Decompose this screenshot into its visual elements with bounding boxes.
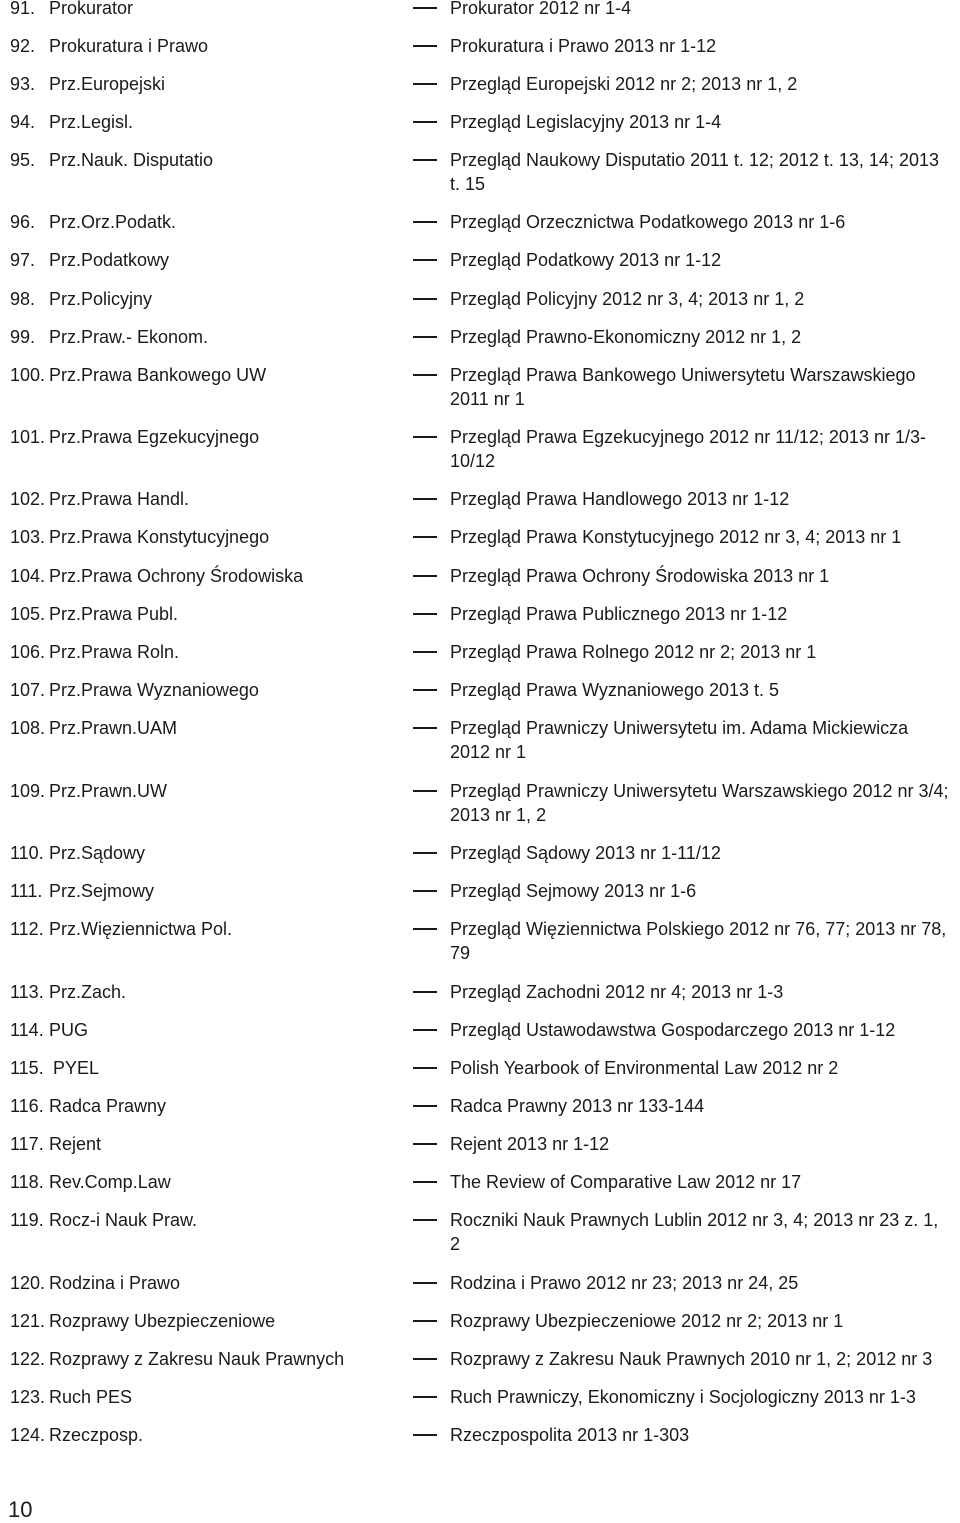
entry-number: 120.	[10, 1273, 46, 1293]
entry-full-title-line: Ruch Prawniczy, Ekonomiczny i Socjologiczny 2013 nr 1-3	[450, 1387, 916, 1407]
entry-full-title-line: Przegląd Podatkowy 2013 nr 1-12	[450, 250, 722, 270]
entry-number: 95.	[10, 150, 36, 170]
entry-abbreviation: Prz.Więziennictwa Pol.	[49, 919, 233, 939]
entry-number: 117.	[10, 1134, 44, 1154]
entry-number: 102.	[10, 489, 46, 509]
entry-number: 107.	[10, 680, 46, 700]
entry-number: 106.	[10, 642, 46, 662]
entry-abbreviation: PYEL	[53, 1058, 100, 1078]
entry-full-title	[450, 1208, 960, 1256]
em-dash-separator	[413, 1320, 437, 1322]
entry-full-title-continuation: 10/12	[450, 451, 496, 471]
entry-full-title	[450, 248, 960, 272]
entry-full-title-line: Rozprawy z Zakresu Nauk Prawnych 2010 nr 1, 2; 2012 nr 3	[450, 1349, 933, 1369]
entry-full-title-line: Przegląd Europejski 2012 nr 2; 2013 nr 1, 2	[450, 74, 798, 94]
entry-number: 94.	[10, 112, 36, 132]
entry-full-title	[450, 879, 960, 903]
entry-number: 108.	[10, 718, 46, 738]
entry-abbreviation: Rodzina i Prawo	[49, 1273, 181, 1293]
entry-full-title	[450, 72, 960, 96]
entry-full-title-line: Prokuratura i Prawo 2013 nr 1-12	[450, 36, 717, 56]
page-number: 10	[8, 1497, 33, 1522]
entry-number: 111.	[10, 881, 43, 901]
entry-full-title-line: Przegląd Sądowy 2013 nr 1-11/12	[450, 843, 721, 863]
entry-abbreviation: Prz.Prawa Publ.	[49, 604, 179, 624]
entry-abbreviation: Prz.Prawa Wyznaniowego	[49, 680, 259, 700]
entry-full-title	[450, 525, 960, 549]
entry-full-title-line: Radca Prawny 2013 nr 133-144	[450, 1096, 705, 1116]
entry-number: 98.	[10, 289, 36, 309]
em-dash-separator	[413, 689, 437, 691]
entry-full-title	[450, 1423, 960, 1447]
entry-abbreviation: Ruch PES	[49, 1387, 133, 1407]
entry-number: 112.	[10, 919, 44, 939]
em-dash-separator	[413, 374, 437, 376]
entry-abbreviation: Prz.Prawa Egzekucyjnego	[49, 427, 260, 447]
em-dash-separator	[413, 1396, 437, 1398]
entry-number: 105.	[10, 604, 46, 624]
entry-number: 109.	[10, 781, 46, 801]
entry-full-title	[450, 34, 960, 58]
em-dash-separator	[413, 790, 437, 792]
entry-full-title	[450, 363, 960, 411]
entry-abbreviation: Rozprawy Ubezpieczeniowe	[49, 1311, 276, 1331]
entry-number: 97.	[10, 250, 36, 270]
entry-number: 121.	[10, 1311, 46, 1331]
entry-full-title-line: Przegląd Prawa Konstytucyjnego 2012 nr 3, 4; 2013 nr 1	[450, 527, 902, 547]
entry-number: 119.	[10, 1210, 44, 1230]
entry-number: 92.	[10, 36, 36, 56]
entry-full-title-line: Rejent 2013 nr 1-12	[450, 1134, 610, 1154]
entry-number: 123.	[10, 1387, 46, 1407]
entry-full-title-continuation: t. 15	[450, 174, 486, 194]
entry-full-title	[450, 841, 960, 865]
entry-full-title-line: Roczniki Nauk Prawnych Lublin 2012 nr 3, 4; 2013 nr 23 z. 1,	[450, 1210, 939, 1230]
entry-full-title	[450, 210, 960, 234]
entry-abbreviation: Prokuratura i Prawo	[49, 36, 209, 56]
em-dash-separator	[413, 1143, 437, 1145]
entry-full-title-line: Rozprawy Ubezpieczeniowe 2012 nr 2; 2013 nr 1	[450, 1311, 844, 1331]
entry-full-title	[450, 564, 960, 588]
entry-abbreviation: Prz.Prawa Ochrony Środowiska	[49, 566, 304, 586]
entry-full-title-line: Prokurator 2012 nr 1-4	[450, 0, 632, 18]
entry-full-title	[450, 287, 960, 311]
entry-full-title-line: The Review of Comparative Law 2012 nr 17	[450, 1172, 802, 1192]
em-dash-separator	[413, 536, 437, 538]
em-dash-separator	[413, 1181, 437, 1183]
entry-full-title-line: Przegląd Legislacyjny 2013 nr 1-4	[450, 112, 722, 132]
entry-full-title-line: Przegląd Prawa Wyznaniowego 2013 t. 5	[450, 680, 780, 700]
em-dash-separator	[413, 159, 437, 161]
entry-full-title-continuation: 2	[450, 1234, 461, 1254]
entry-abbreviation: Rejent	[49, 1134, 102, 1154]
entry-full-title-line: Przegląd Prawa Ochrony Środowiska 2013 nr 1	[450, 566, 830, 586]
em-dash-separator	[413, 436, 437, 438]
em-dash-separator	[413, 651, 437, 653]
em-dash-separator	[413, 259, 437, 261]
em-dash-separator	[413, 1105, 437, 1107]
em-dash-separator	[413, 1029, 437, 1031]
entry-full-title	[450, 716, 960, 764]
entry-full-title	[450, 1132, 960, 1156]
entry-abbreviation: Radca Prawny	[49, 1096, 167, 1116]
entry-full-title	[450, 1170, 960, 1194]
entry-full-title-line: Rodzina i Prawo 2012 nr 23; 2013 nr 24, 25	[450, 1273, 799, 1293]
entry-number: 99.	[10, 327, 36, 347]
em-dash-separator	[413, 727, 437, 729]
entry-full-title	[450, 425, 960, 473]
entry-number: 104.	[10, 566, 46, 586]
entry-abbreviation: Rev.Comp.Law	[49, 1172, 171, 1192]
entry-full-title	[450, 1309, 960, 1333]
entry-abbreviation: Prz.Policyjny	[49, 289, 153, 309]
entry-abbreviation: Prz.Nauk. Disputatio	[49, 150, 214, 170]
entry-number: 113.	[10, 982, 44, 1002]
entry-number: 101.	[10, 427, 46, 447]
em-dash-separator	[413, 83, 437, 85]
entry-full-title-line: Przegląd Więziennictwa Polskiego 2012 nr 76, 77; 2013 nr 78,	[450, 919, 947, 939]
entry-number: 100.	[10, 365, 46, 385]
entry-full-title	[450, 325, 960, 349]
em-dash-separator	[413, 852, 437, 854]
em-dash-separator	[413, 221, 437, 223]
entry-full-title	[450, 148, 960, 196]
entry-number: 110.	[10, 843, 44, 863]
entry-abbreviation: Prz.Sejmowy	[49, 881, 155, 901]
entry-number: 93.	[10, 74, 36, 94]
entry-full-title	[450, 980, 960, 1004]
entry-abbreviation: Prz.Sądowy	[49, 843, 146, 863]
entry-number: 114.	[10, 1020, 44, 1040]
em-dash-separator	[413, 498, 437, 500]
entry-abbreviation: Rozprawy z Zakresu Nauk Prawnych	[49, 1349, 345, 1369]
em-dash-separator	[413, 928, 437, 930]
entry-full-title	[450, 1385, 960, 1409]
entry-full-title-line: Przegląd Prawa Publicznego 2013 nr 1-12	[450, 604, 788, 624]
entry-full-title-continuation: 2012 nr 1	[450, 742, 527, 762]
entry-abbreviation: Prz.Prawa Handl.	[49, 489, 190, 509]
entry-full-title-line: Przegląd Orzecznictwa Podatkowego 2013 nr 1-6	[450, 212, 846, 232]
em-dash-separator	[413, 1358, 437, 1360]
em-dash-separator	[413, 45, 437, 47]
entry-abbreviation: Rocz-i Nauk Praw.	[49, 1210, 198, 1230]
em-dash-separator	[413, 1219, 437, 1221]
entry-full-title-line: Przegląd Prawa Rolnego 2012 nr 2; 2013 nr 1	[450, 642, 817, 662]
entry-full-title	[450, 779, 960, 827]
entry-abbreviation: Prz.Orz.Podatk.	[49, 212, 177, 232]
entry-abbreviation: Prz.Praw.- Ekonom.	[49, 327, 209, 347]
entry-full-title	[450, 487, 960, 511]
entry-full-title	[450, 1271, 960, 1295]
em-dash-separator	[413, 890, 437, 892]
entry-full-title-line: Przegląd Ustawodawstwa Gospodarczego 2013 nr 1-12	[450, 1020, 896, 1040]
entry-full-title-continuation: 79	[450, 943, 471, 963]
entry-abbreviation: Prz.Prawn.UW	[49, 781, 168, 801]
em-dash-separator	[413, 7, 437, 9]
entry-full-title-line: Przegląd Prawno-Ekonomiczny 2012 nr 1, 2	[450, 327, 802, 347]
entry-abbreviation: Prz.Podatkowy	[49, 250, 170, 270]
em-dash-separator	[413, 298, 437, 300]
entry-number: 122.	[10, 1349, 46, 1369]
entry-full-title-line: Rzeczpospolita 2013 nr 1-303	[450, 1425, 690, 1445]
entry-full-title-line: Polish Yearbook of Environmental Law 2012 nr 2	[450, 1058, 839, 1078]
entry-abbreviation: Prz.Zach.	[49, 982, 127, 1002]
entry-abbreviation: Prz.Prawa Konstytucyjnego	[49, 527, 270, 547]
entry-number: 124.	[10, 1425, 46, 1445]
entry-abbreviation: Prz.Prawa Roln.	[49, 642, 180, 662]
entry-number: 103.	[10, 527, 46, 547]
entry-number: 91.	[10, 0, 36, 18]
entry-full-title-continuation: 2011 nr 1	[450, 389, 525, 409]
em-dash-separator	[413, 991, 437, 993]
em-dash-separator	[413, 575, 437, 577]
entry-full-title-line: Przegląd Sejmowy 2013 nr 1-6	[450, 881, 697, 901]
entry-full-title	[450, 1347, 960, 1371]
entry-abbreviation: Prz.Prawn.UAM	[49, 718, 178, 738]
entry-full-title-line: Przegląd Zachodni 2012 nr 4; 2013 nr 1-3	[450, 982, 784, 1002]
entry-full-title-line: Przegląd Prawniczy Uniwersytetu im. Adama Mickiewicza	[450, 718, 909, 738]
em-dash-separator	[413, 1282, 437, 1284]
entry-abbreviation: Prz.Legisl.	[49, 112, 134, 132]
entry-full-title	[450, 1018, 960, 1042]
entry-number: 118.	[10, 1172, 44, 1192]
entry-full-title	[450, 110, 960, 134]
entry-full-title-line: Przegląd Prawa Bankowego Uniwersytetu Warszawskiego	[450, 365, 916, 385]
entry-full-title-line: Przegląd Prawa Egzekucyjnego 2012 nr 11/12; 2013 nr 1/3-	[450, 427, 926, 447]
entry-abbreviation: PUG	[49, 1020, 89, 1040]
entry-full-title-line: Przegląd Policyjny 2012 nr 3, 4; 2013 nr 1, 2	[450, 289, 805, 309]
entry-full-title-line: Przegląd Prawa Handlowego 2013 nr 1-12	[450, 489, 790, 509]
entry-full-title-line: Przegląd Naukowy Disputatio 2011 t. 12; 2012 t. 13, 14; 2013	[450, 150, 939, 170]
entry-number: 115.	[10, 1058, 44, 1078]
entry-abbreviation: Prz.Prawa Bankowego UW	[49, 365, 267, 385]
entry-full-title	[450, 917, 960, 965]
entry-full-title	[450, 0, 960, 20]
entry-abbreviation: Rzeczposp.	[49, 1425, 144, 1445]
entry-full-title	[450, 1094, 960, 1118]
em-dash-separator	[413, 336, 437, 338]
entry-abbreviation: Prz.Europejski	[49, 74, 166, 94]
entry-full-title	[450, 602, 960, 626]
entry-full-title	[450, 640, 960, 664]
em-dash-separator	[413, 121, 437, 123]
em-dash-separator	[413, 613, 437, 615]
entry-full-title-continuation: 2013 nr 1, 2	[450, 805, 547, 825]
entry-number: 96.	[10, 212, 36, 232]
em-dash-separator	[413, 1434, 437, 1436]
entry-number: 116.	[10, 1096, 44, 1116]
entry-full-title	[450, 678, 960, 702]
em-dash-separator	[413, 1067, 437, 1069]
entry-full-title	[450, 1056, 960, 1080]
entry-abbreviation: Prokurator	[49, 0, 134, 18]
entry-full-title-line: Przegląd Prawniczy Uniwersytetu Warszawskiego 2012 nr 3/4;	[450, 781, 949, 801]
